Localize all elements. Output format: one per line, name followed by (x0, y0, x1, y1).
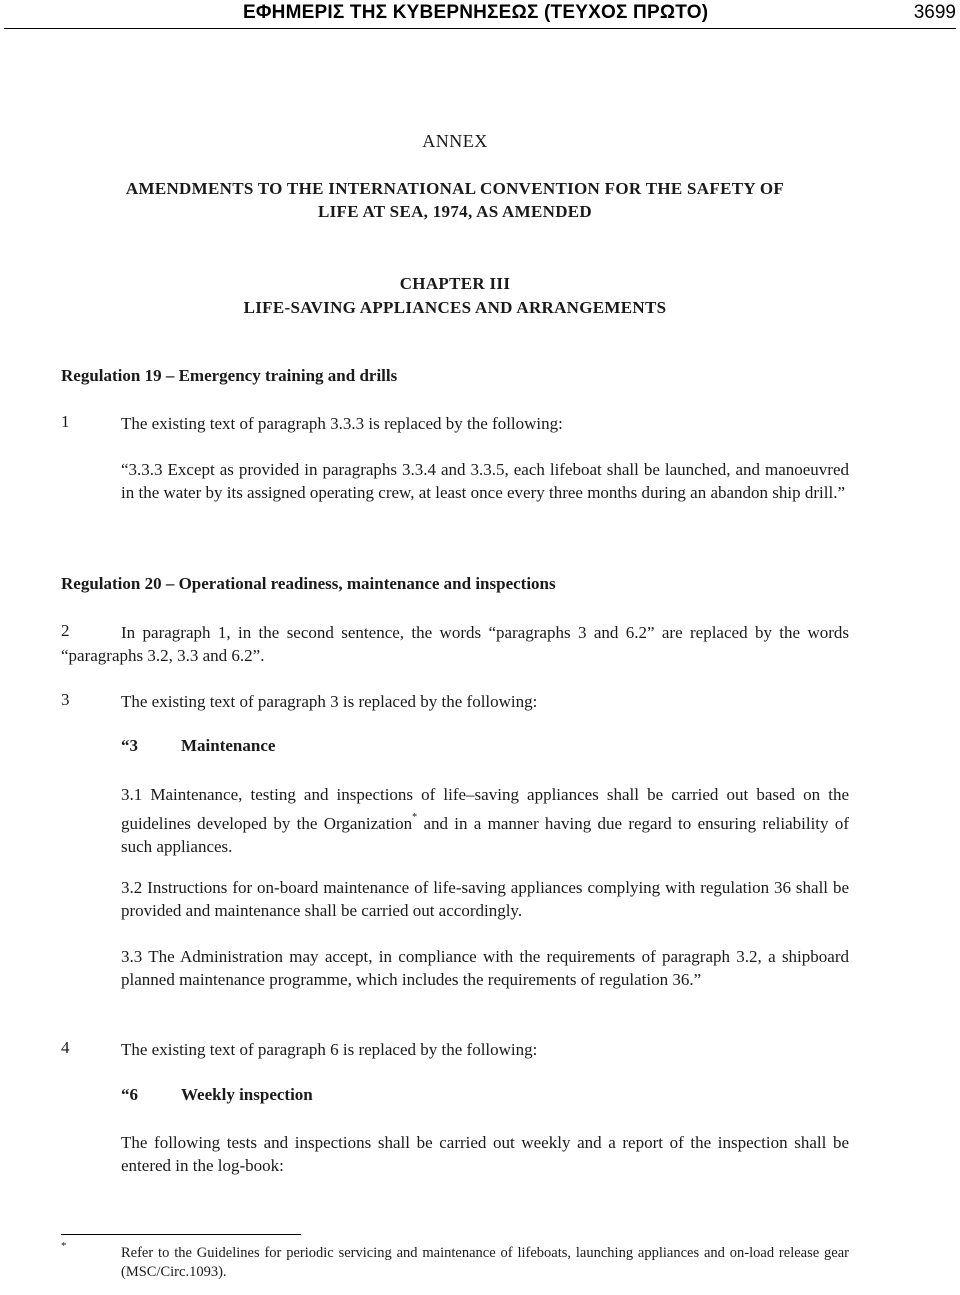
item-4-number: 4 (61, 1038, 70, 1057)
regulation-20-heading: Regulation 20 – Operational readiness, maintenance and inspections (61, 574, 556, 593)
header-divider (4, 28, 956, 29)
regulation-19-heading: Regulation 19 – Emergency training and drills (61, 366, 398, 385)
footnote-text: Refer to the Guidelines for periodic servicing and maintenance of lifeboats, launching appliances and on-load release gear (MSC/Circ.1093). (121, 1245, 849, 1280)
paragraph-3-1-part2: and in a manner having due regard to ensuring reliability of such appliances. (121, 814, 849, 856)
item-2-text: In paragraph 1, in the second sentence, the words “paragraphs 3 and 6.2” are replaced by the words “paragraphs 3.2, 3.3 and 6.2”. (61, 623, 849, 665)
footnote-marker: * (61, 1240, 67, 1252)
paragraph-3-3: 3.3 The Administration may accept, in compliance with the requirements of paragraph 3.2, a shipboard planned maintenance programme, which includes the requirements of regulation 36.” (121, 947, 849, 989)
gazette-title: ΕΦΗΜΕΡΙΣ ΤΗΣ ΚΥΒΕΡΝΗΣΕΩΣ (ΤΕΥΧΟΣ ΠΡΩΤΟ) (243, 2, 709, 23)
section-3-title: Maintenance (181, 736, 276, 755)
document-title-line1: AMENDMENTS TO THE INTERNATIONAL CONVENTION FOR THE SAFETY OF (125, 179, 785, 198)
item-3-text: The existing text of paragraph 3 is replaced by the following: (121, 692, 538, 711)
section-6-number: “6 (121, 1085, 138, 1104)
paragraph-6: The following tests and inspections shall be carried out weekly and a report of the inspection shall be entered in the log-book: (121, 1133, 849, 1175)
item-3-number: 3 (61, 690, 70, 709)
item-4-text: The existing text of paragraph 6 is replaced by the following: (121, 1040, 538, 1059)
item-1-text: The existing text of paragraph 3.3.3 is replaced by the following: (121, 414, 563, 433)
document-title (0, 177, 910, 223)
page-number: 3699 (913, 2, 956, 23)
section-6-title: Weekly inspection (181, 1085, 313, 1104)
paragraph-3-1 (121, 783, 849, 858)
paragraph-3-3-3-quote: “3.3.3 Except as provided in paragraphs 3.3.4 and 3.3.5, each lifeboat shall be launched, and manoeuvred in the water by its assigned operating crew, at least once every three months during an abandon ship drill.” (121, 460, 849, 502)
chapter-number: CHAPTER III (399, 274, 511, 293)
document-title-line2: LIFE AT SEA, 1974, AS AMENDED (318, 202, 592, 221)
item-1-number: 1 (61, 412, 70, 431)
footnote-reference[interactable]: * (412, 812, 418, 823)
footnote-divider (61, 1234, 301, 1235)
chapter-title: LIFE-SAVING APPLIANCES AND ARRANGEMENTS (243, 298, 667, 317)
section-3-number: “3 (121, 736, 138, 755)
annex-label: ANNEX (422, 131, 488, 151)
chapter-heading (0, 272, 910, 320)
paragraph-3-1-part1: 3.1 Maintenance, testing and inspections of life–saving appliances shall be carried out based on the guidelines developed by the Organization (121, 785, 849, 833)
item-2-number: 2 (61, 621, 70, 640)
paragraph-3-2: 3.2 Instructions for on-board maintenance of life-saving appliances complying with regulation 36 shall be provided and maintenance shall be carried out accordingly. (121, 878, 849, 920)
